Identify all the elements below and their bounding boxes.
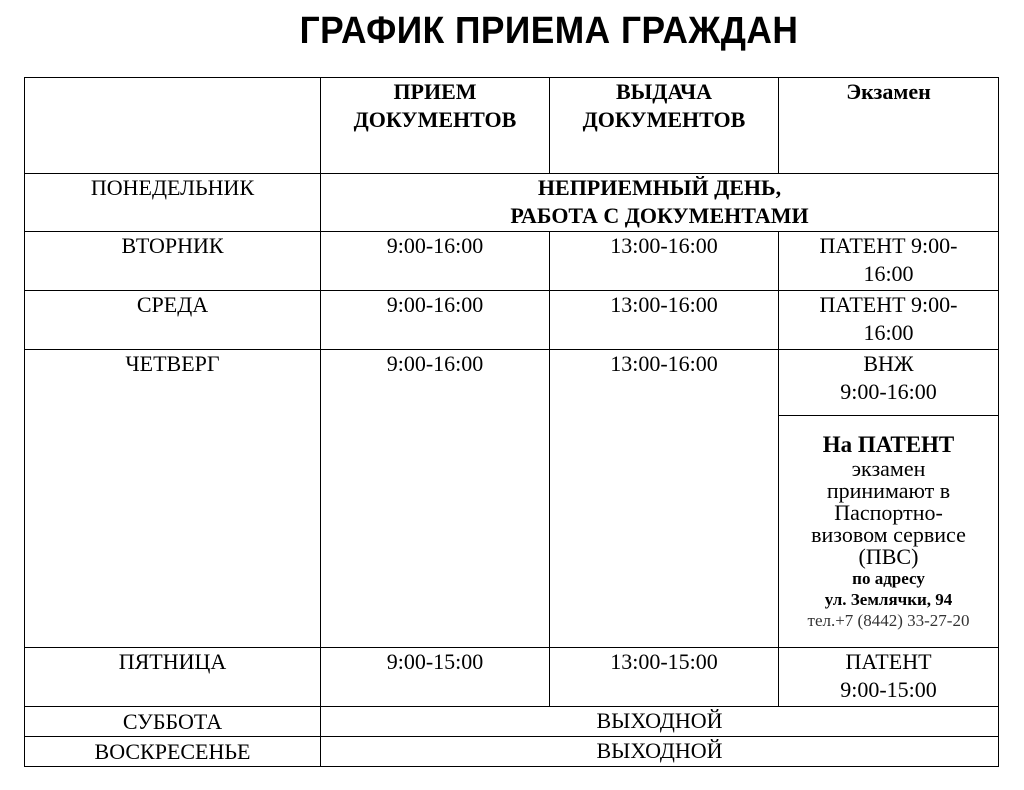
monday-status-line1: НЕПРИЕМНЫЙ ДЕНЬ,: [537, 175, 782, 200]
wednesday-reception: 9:00-16:00: [321, 291, 550, 350]
table-header-row: [25, 78, 999, 174]
header-reception-line2: ДОКУМЕНТОВ: [353, 107, 517, 132]
header-reception-line1: ПРИЕМ: [393, 79, 477, 104]
header-issuance-line2: ДОКУМЕНТОВ: [582, 107, 746, 132]
table-row-monday: [25, 174, 999, 232]
thursday-reception: 9:00-16:00: [321, 350, 550, 648]
patent-note-phone: тел.+7 (8442) 33-27-20: [807, 611, 970, 630]
patent-note-heading: На ПАТЕНТ: [822, 432, 955, 457]
table-row-friday: [25, 648, 999, 707]
day-friday: ПЯТНИЦА: [25, 648, 321, 707]
day-sunday: ВОСКРЕСЕНЬЕ: [25, 737, 321, 767]
patent-note-line: Паспортно-: [834, 500, 943, 525]
table-row-tuesday: [25, 232, 999, 291]
day-tuesday: ВТОРНИК: [25, 232, 321, 291]
header-issuance: [550, 78, 779, 174]
wednesday-exam-line1: ПАТЕНТ 9:00-: [819, 292, 958, 317]
table-row-wednesday: [25, 291, 999, 350]
day-thursday: ЧЕТВЕРГ: [25, 350, 321, 648]
header-issuance-line1: ВЫДАЧА: [616, 79, 712, 104]
patent-note-address: ул. Землячки, 94: [824, 590, 953, 609]
thursday-exam-line2: 9:00-16:00: [840, 379, 937, 404]
patent-note-line: (ПВС): [858, 544, 919, 569]
header-reception: [321, 78, 550, 174]
friday-exam: [779, 648, 999, 707]
thursday-exam-line1: ВНЖ: [863, 351, 914, 376]
table-row-sunday: [25, 737, 999, 767]
wednesday-exam-line2: 16:00: [863, 320, 914, 345]
tuesday-issuance: 13:00-16:00: [550, 232, 779, 291]
table-row-thursday: [25, 350, 999, 416]
day-saturday: СУББОТА: [25, 707, 321, 737]
header-exam: Экзамен: [779, 78, 999, 174]
monday-status: [321, 174, 999, 232]
wednesday-issuance: 13:00-16:00: [550, 291, 779, 350]
table-row-saturday: [25, 707, 999, 737]
thursday-issuance: 13:00-16:00: [550, 350, 779, 648]
friday-issuance: 13:00-15:00: [550, 648, 779, 707]
wednesday-exam: [779, 291, 999, 350]
day-wednesday: СРЕДА: [25, 291, 321, 350]
friday-exam-line1: ПАТЕНТ: [845, 649, 932, 674]
header-corner-cell: [25, 78, 321, 174]
friday-reception: 9:00-15:00: [321, 648, 550, 707]
patent-exam-note: [779, 416, 999, 648]
tuesday-exam-line1: ПАТЕНТ 9:00-: [819, 233, 958, 258]
page-title: ГРАФИК ПРИЕМА ГРАЖДАН: [299, 10, 799, 52]
friday-exam-line2: 9:00-15:00: [840, 677, 937, 702]
thursday-exam: [779, 350, 999, 416]
monday-status-line2: РАБОТА С ДОКУМЕНТАМИ: [510, 203, 809, 228]
tuesday-reception: 9:00-16:00: [321, 232, 550, 291]
patent-note-line: принимают в: [826, 478, 951, 503]
patent-note-address-label: по адресу: [852, 569, 925, 588]
tuesday-exam-line2: 16:00: [863, 261, 914, 286]
sunday-status: ВЫХОДНОЙ: [321, 737, 999, 767]
patent-note-line: визовом сервисе: [811, 522, 966, 547]
patent-note-line: экзамен: [851, 456, 926, 481]
saturday-status: ВЫХОДНОЙ: [321, 707, 999, 737]
schedule-table: [24, 77, 999, 767]
day-monday: ПОНЕДЕЛЬНИК: [25, 174, 321, 232]
tuesday-exam: [779, 232, 999, 291]
